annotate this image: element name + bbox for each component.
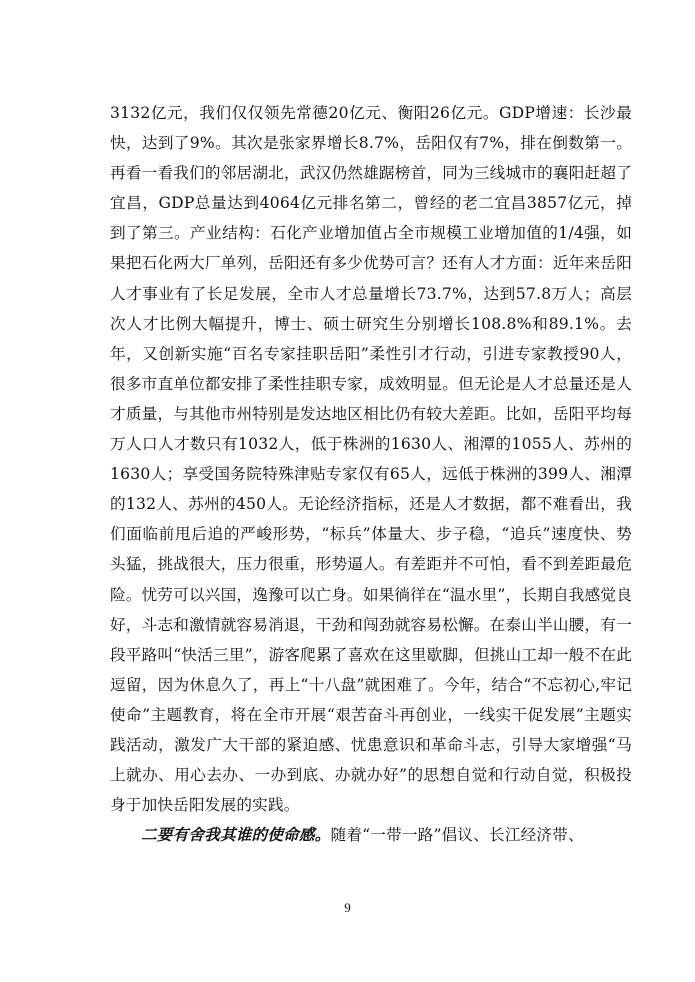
page-number: 9	[344, 900, 351, 915]
paragraph-2	[110, 820, 632, 850]
paragraph-2-heading: 二要有舍我其谁的使命感。	[141, 826, 331, 845]
paragraph-1: 3132亿元，我们仅仅领先常德20亿元、衡阳26亿元。GDP增速：长沙最快，达到了9%。其次是张家界增长8.7%，岳阳仅有7%，排在倒数第一。再看一看我们的邻居湖北，武汉仍然雄踞榜首，同为三线城市的襄阳赶超了宜昌，GDP总量达到4064亿元排名第二，曾经的老二宜昌3857亿元，掉到了第三。产业结构：石化产业增加值占全市规模工业增加值的1/4强，如果把石化两大厂单列，岳阳还有多少优势可言？还有人才方面：近年来岳阳人才事业有了长足发展，全市人才总量增长73.7%，达到57.8万人；高层次人才比例大幅提升，博士、硕士研究生分别增长108.8%和89.1%。去年，又创新实施“百名专家挂职岳阳”柔性引才行动，引进专家教授90人，很多市直单位都安排了柔性挂职专家，成效明显。但无论是人才总量还是人才质量，与其他市州特别是发达地区相比仍有较大差距。比如，岳阳平均每万人口人才数只有1032人，低于株洲的1630人、湘潭的1055人、苏州的1630人；享受国务院特殊津贴专家仅有65人，远低于株洲的399人、湘潭的132人、苏州的450人。无论经济指标，还是人才数据，都不难看出，我们面临前甩后追的严峻形势，“标兵”体量大、步子稳，“追兵”速度快、势头猛，挑战很大，压力很重，形势逼人。有差距并不可怕，看不到差距最危险。忧劳可以兴国，逸豫可以亡身。如果徜徉在“温水里”，长期自我感觉良好，斗志和激情就容易消退，干劲和闯劲就容易松懈。在泰山半山腰，有一段平路叫“快活三里”，游客爬累了喜欢在这里歇脚，但挑山工却一般不在此逗留，因为休息久了，再上“十八盘”就困难了。今年，结合“不忘初心,牢记使命”主题教育，将在全市开展“艰苦奋斗再创业，一线实干促发展”主题实践活动，激发广大干部的紧迫感、忧患意识和革命斗志，引导大家增强“马上就办、用心去办、一办到底、办就办好”的思想自觉和行动自觉，积极投身于加快岳阳发展的实践。	[110, 104, 632, 815]
body-text	[110, 98, 632, 850]
paragraph-2-text: 随着“一带一路”倡议、长江经济带、	[330, 826, 584, 845]
